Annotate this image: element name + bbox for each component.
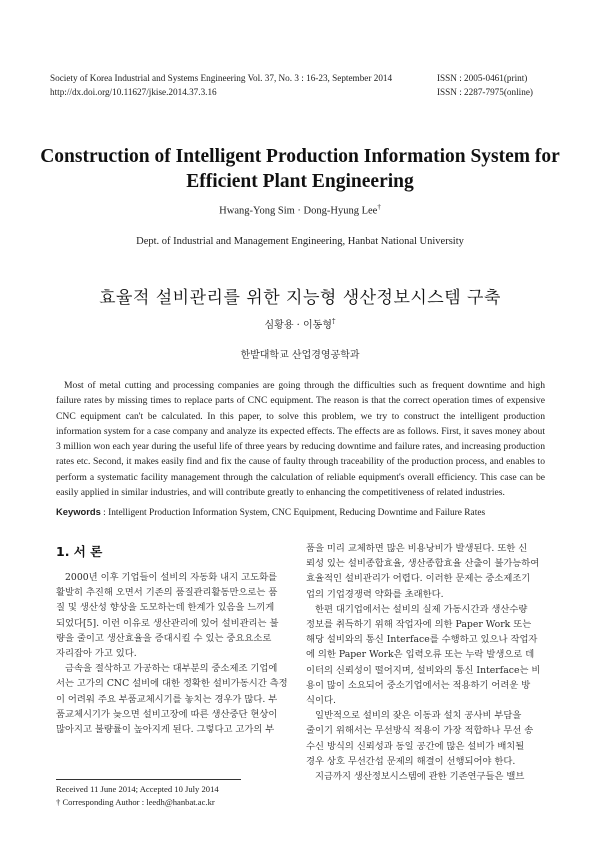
body-text-line: 량을 줄이고 생산효율을 증대시킬 수 있는 중요요소로 — [56, 632, 272, 644]
body-text-line: 뢰성 있는 설비종합효율, 생산종합효율 산출이 불가능하여 — [306, 558, 540, 570]
issn-print: ISSN : 2005-0461(print) — [437, 73, 528, 83]
abstract: Most of metal cutting and processing companies are going through the difficulties such as frequent downtime and high failure rates by missing times to replace parts of CNC equipment. The reason is that the correct operation times of expensive CNC equipment can't be calculated. In this paper, to solve this problem, we try to construct the intelligent production information system for a case company and analyze its expected effects. The effects are as follows. First, it saves money about 3 million won each year during the useful life of three years by reducing downtime and failure rates, and increasing production rates etc. Second, it makes easily find and fix the cause of faulty through traceability of the production process, and enables to perform a systematic facility management through the calculation of reliable equipment's overall efficiency. This case can be easily applied in similar industries, and will contribute greatly to enhancing the competitiveness of related industries. — [56, 380, 545, 499]
doi-link[interactable]: http://dx.doi.org/10.11627/jkise.2014.37.3.16 — [50, 87, 217, 97]
author-names-english: Hwang-Yong Sim · Dong-Hyung Lee — [219, 205, 378, 217]
received-dates: Received 11 June 2014; Accepted 10 July 2014 — [56, 784, 219, 794]
body-text-line: 용이 많이 소요되어 중소기업에서는 적용하기 어려운 방 — [306, 679, 531, 691]
body-text-line: 자리잡아 가고 있다. — [56, 648, 137, 660]
corresponding-author: † Corresponding Author : leedh@hanbat.ac.kr — [56, 797, 215, 807]
footnote-rule — [56, 779, 241, 780]
body-text-line: 이터의 신뢰성이 떨어지며, 설비와의 통신 Interface는 비 — [306, 664, 541, 676]
journal-citation: Society of Korea Industrial and Systems Engineering Vol. 37, No. 3 : 16-23, September 2014 — [50, 73, 393, 83]
issn-online: ISSN : 2287-7975(online) — [437, 87, 533, 97]
body-text-line: 일반적으로 설비의 잦은 이동과 설치 공사비 부담을 — [315, 710, 522, 722]
paper-title-korean: 효율적 설비관리를 위한 지능형 생산정보시스템 구축 — [99, 288, 501, 308]
issn-block — [437, 71, 577, 99]
footnotes — [56, 783, 296, 809]
body-text-line: 서는 고가의 CNC 설비에 대한 정확한 설비가동시간 측정 — [56, 678, 288, 690]
corresponding-mark-ko: † — [332, 317, 336, 326]
keywords-label: Keywords — [56, 506, 101, 517]
body-text-line: 업의 기업경쟁력 약화를 초래한다. — [306, 588, 444, 600]
body-text-line: 경우 상호 무선간섭 문제의 해결이 선행되어야 한다. — [306, 755, 516, 767]
keywords: Keywords : Intelligent Production Information System, CNC Equipment, Reducing Downtime and Failure Rates — [56, 506, 486, 518]
body-text-line: 이 어려워 주요 부품교체시기를 놓치는 경우가 많다. 부 — [56, 693, 278, 705]
body-column-left — [56, 570, 296, 737]
journal-header — [50, 71, 430, 99]
paper-title-english: Construction of Intelligent Production Information System for Efficient Plant Engineering — [40, 146, 560, 192]
body-text-line: 한편 대기업에서는 설비의 실제 가동시간과 생산수량 — [315, 603, 528, 615]
body-text-line: 수신 방식의 신뢰성과 동일 공간에 많은 설비가 배치될 — [306, 740, 525, 752]
body-text-line: 2000년 이후 기업들이 설비의 자동화 내지 고도화를 — [65, 572, 278, 583]
body-column-right — [306, 541, 546, 784]
body-text-line: 많아지고 불량률이 높아지게 된다. 그렇다고 고가의 부 — [56, 724, 275, 736]
body-text-line: 활발히 추진해 오면서 기존의 품질관리활동만으로는 품 — [56, 587, 278, 599]
authors-english — [0, 203, 600, 217]
section-heading-introduction: 1. 서 론 — [56, 544, 103, 559]
body-text-line: 해당 설비와의 통신 Interface를 수행하고 있으나 작업자 — [306, 634, 538, 646]
body-text-line: 금속을 절삭하고 가공하는 대부분의 중소제조 기업에 — [65, 663, 278, 675]
keywords-text: Intelligent Production Information System, CNC Equipment, Reducing Downtime and Failure Rates — [108, 508, 486, 518]
corresponding-mark: † — [377, 203, 381, 211]
authors-korean — [0, 316, 600, 331]
body-text-line: 품을 미리 교체하면 많은 비용낭비가 발생된다. 또한 신 — [306, 543, 528, 554]
body-text-line: 질 및 생산성 향상을 도모하는데 한계가 있음을 느끼게 — [56, 602, 275, 614]
body-text-line: 되었다[5]. 이런 이유로 생산관리에 있어 설비관리는 불 — [56, 617, 279, 629]
body-text-line: 에 의한 Paper Work은 입력오류 또는 누락 발생으로 데 — [306, 649, 535, 661]
affiliation-english: Dept. of Industrial and Management Engineering, Hanbat National University — [136, 236, 464, 247]
body-text-line: 정보를 취득하기 위해 작업자에 의한 Paper Work 또는 — [306, 619, 532, 631]
body-text-line: 지금까지 생산정보시스템에 관한 기존연구들은 밸브 — [315, 771, 525, 783]
body-text-line: 식이다. — [306, 695, 336, 707]
affiliation-korean: 한밭대학교 산업경영공학과 — [240, 350, 360, 361]
author-names-korean: 심황용 · 이동형 — [264, 320, 332, 331]
body-text-line: 품교체시기가 늦으면 설비고장에 따른 생산중단 현상이 — [56, 708, 278, 720]
body-text-line: 효율적인 설비관리가 어렵다. 이러한 문제는 중소제조기 — [306, 573, 531, 585]
body-text-line: 줄이기 위해서는 무선방식 적용이 가장 적합하나 무선 송 — [306, 725, 534, 737]
